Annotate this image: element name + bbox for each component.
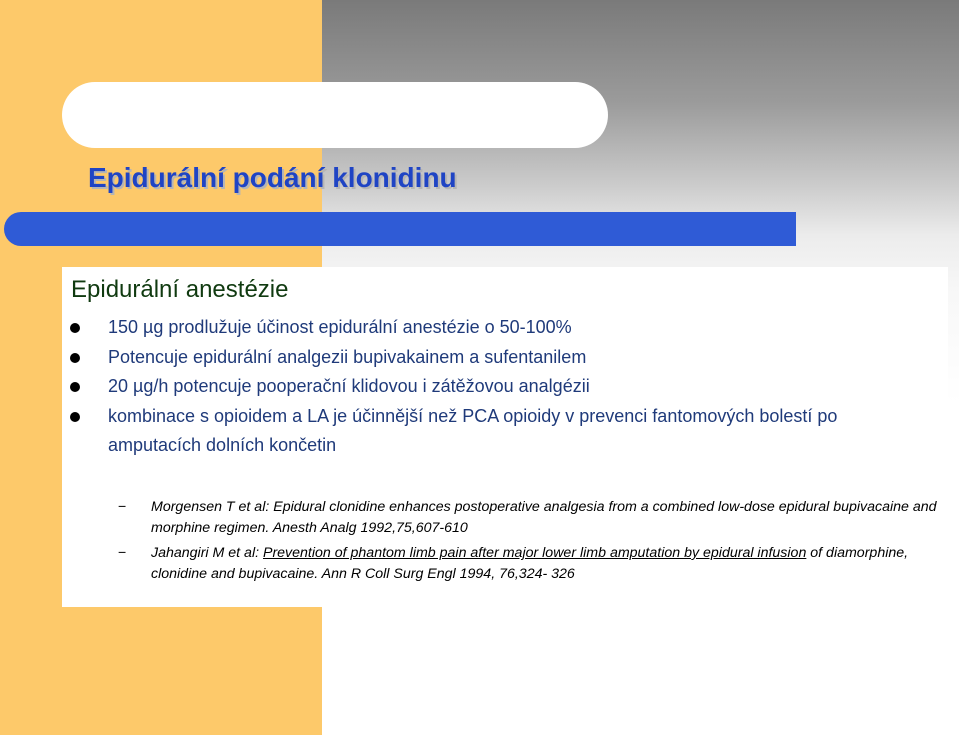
orange-left-stripe <box>0 232 62 735</box>
bullet-item <box>0 402 908 461</box>
bullet-item <box>0 313 908 343</box>
bullet-item <box>0 343 908 373</box>
bullet-text: Potencuje epidurální analgezii bupivakainem a sufentanilem <box>108 346 587 367</box>
section-heading: Epidurální anestézie <box>71 276 289 303</box>
reference-title-link[interactable]: Prevention of phantom limb pain after major lower limb amputation by epidural infusion <box>262 545 807 561</box>
bullet-text: 150 µg prodlužuje účinost epidurální anestézie o 50-100% <box>108 317 572 337</box>
dash-marker: − <box>118 499 127 515</box>
bullet-dot-icon <box>70 323 80 333</box>
reference-list <box>0 497 959 585</box>
reference-item <box>0 543 941 585</box>
slide-title: Epidurální podání klonidinu <box>88 162 457 193</box>
bullet-list <box>0 313 959 461</box>
bullet-text: kombinace s opioidem a LA je účinnější než PCA opioidy v prevenci fantomových bolestí po amputacích dolních končetin <box>108 405 838 455</box>
bullet-dot-icon <box>70 382 80 392</box>
reference-rest: of diamorphine, clonidine and bupivacaine. Ann R Coll Surg Engl 1994, 76,324- 326 <box>151 545 909 582</box>
reference-text: Morgensen T et al: Epidural clonidine enhances postoperative analgesia from a combined low-dose epidural bupivacaine and morphine regimen. Anesth Analg 1992,75,607-610 <box>151 499 937 536</box>
bullet-dot-icon <box>70 353 80 363</box>
white-rounded-banner <box>62 82 608 148</box>
dash-marker: − <box>118 545 127 561</box>
reference-author: Jahangiri M et al: <box>151 545 263 561</box>
blue-accent-bar <box>4 212 796 246</box>
bullet-item <box>0 372 908 402</box>
bullet-dot-icon <box>70 412 80 422</box>
reference-item <box>0 497 941 539</box>
bullet-text: 20 µg/h potencuje pooperační klidovou i zátěžovou analgézii <box>108 376 590 396</box>
